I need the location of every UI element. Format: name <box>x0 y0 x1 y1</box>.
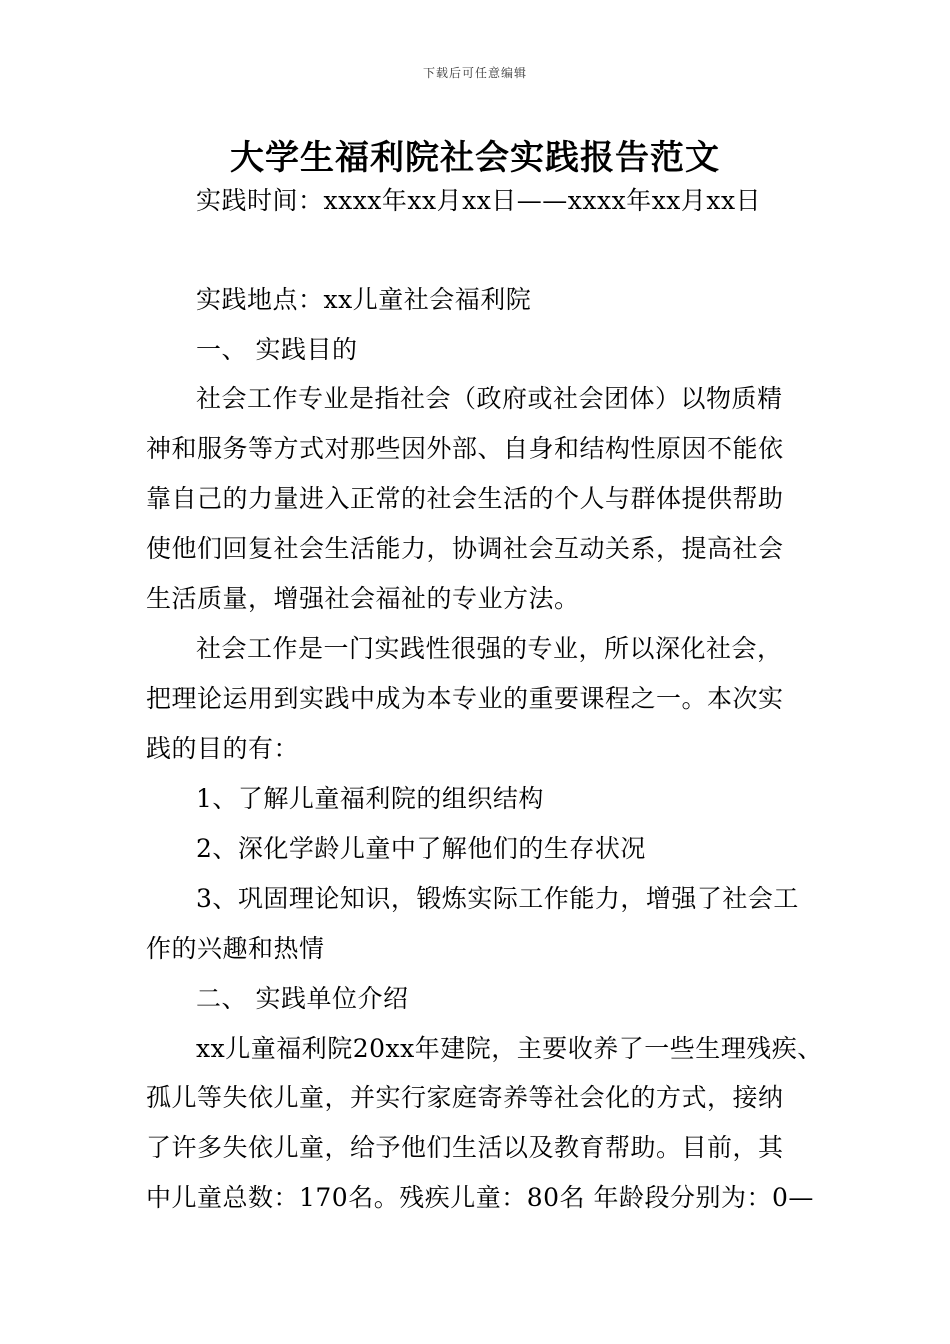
paragraph-line: 社会工作专业是指社会（政府或社会团体）以物质精 <box>196 384 783 413</box>
list-item: 3、巩固理论知识，锻炼实际工作能力，增强了社会工 <box>196 884 799 913</box>
paragraph-line: 神和服务等方式对那些因外部、自身和结构性原因不能依 <box>146 434 784 463</box>
section-heading-unit-intro: 二、 实践单位介绍 <box>196 984 409 1013</box>
list-item-continuation: 作的兴趣和热情 <box>146 934 325 963</box>
paragraph-line: xx儿童福利院20xx年建院，主要收养了一些生理残疾、 <box>196 1034 823 1063</box>
paragraph-line: 靠自己的力量进入正常的社会生活的个人与群体提供帮助 <box>146 484 784 513</box>
paragraph-line: 中儿童总数：170名。残疾儿童：80名 年龄段分别为：0— <box>146 1183 814 1212</box>
paragraph-line: 使他们回复社会生活能力，协调社会互动关系，提高社会 <box>146 534 784 563</box>
list-item: 1、了解儿童福利院的组织结构 <box>196 784 544 813</box>
paragraph-line: 践的目的有： <box>146 734 300 763</box>
practice-location-line: 实践地点：xx儿童社会福利院 <box>196 285 532 314</box>
paragraph-line: 生活质量，增强社会福祉的专业方法。 <box>146 584 580 613</box>
practice-time-line: 实践时间：xxxx年xx月xx日——xxxx年xx月xx日 <box>196 186 762 215</box>
paragraph-line: 社会工作是一门实践性很强的专业，所以深化社会， <box>196 634 783 663</box>
paragraph-line: 孤儿等失依儿童，并实行家庭寄养等社会化的方式，接纳 <box>146 1083 784 1112</box>
section-heading-purpose: 一、 实践目的 <box>196 335 358 364</box>
paragraph-line: 把理论运用到实践中成为本专业的重要课程之一。本次实 <box>146 684 784 713</box>
list-item: 2、深化学龄儿童中了解他们的生存状况 <box>196 834 646 863</box>
paragraph-line: 了许多失依儿童，给予他们生活以及教育帮助。目前，其 <box>146 1133 784 1162</box>
document-title: 大学生福利院社会实践报告范文 <box>230 138 720 178</box>
header-note: 下载后可任意编辑 <box>422 66 527 80</box>
